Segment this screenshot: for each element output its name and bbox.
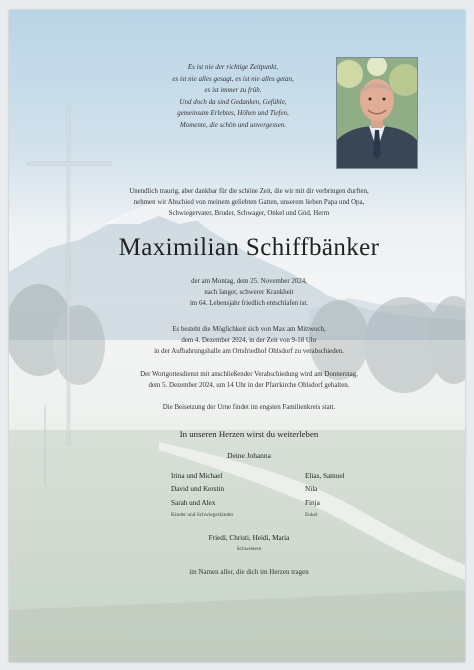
service-line: Der Wortgottesdienst mit anschließender Verabschiedung wird am Donnerstag, xyxy=(140,371,358,378)
closing-line: im Namen aller, die dich im Herzen tragen xyxy=(189,568,309,576)
signed-by: Deine Johanna xyxy=(227,451,271,460)
children-list xyxy=(171,470,233,521)
death-notice-line: nach langer, schwerer Krankheit xyxy=(204,289,294,297)
death-notice-line: der am Montag, dem 25. November 2024, xyxy=(191,278,307,285)
service-info xyxy=(49,369,449,391)
child-name: Sarah und Alex xyxy=(171,498,216,507)
siblings-block xyxy=(49,533,449,555)
farewell-info xyxy=(49,324,449,358)
portrait-photo xyxy=(336,57,418,169)
poem-line: Es ist nie der richtige Zeitpunkt, xyxy=(187,63,279,71)
service-line: dem 5. Dezember 2024, um 14 Uhr in der Pfarrkirche Ohlsdorf gehalten. xyxy=(148,382,350,390)
grandchildren-caption: Enkel xyxy=(305,512,318,519)
grandchild-name: Elias, Samuel xyxy=(305,472,345,480)
grandchild-name: Nila xyxy=(305,485,318,494)
children-caption: Kinder und Schwiegerkinder xyxy=(171,512,234,519)
grandchild-name: Finja xyxy=(305,498,320,507)
poem-line: es ist immer zu früh. xyxy=(204,86,262,95)
in-hearts-heading: In unseren Herzen wirst du weiterleben xyxy=(179,429,319,439)
obituary-card xyxy=(9,10,465,662)
intro-line: Unendlich traurig, aber dankbar für die schöne Zeit, die wir mit dir verbringen durften, xyxy=(129,188,369,195)
farewell-line: Es besteht die Möglichkeit sich von Max am Mittwoch, xyxy=(172,326,326,333)
poem-line: gemeinsam Erlebtes, Höhen und Tiefen, xyxy=(177,109,289,118)
poem-line: Momente, die schön und unvergessen. xyxy=(179,120,287,129)
farewell-line: dem 4. Dezember 2024, in der Zeit von 9-18 Uhr xyxy=(181,337,317,345)
siblings-caption: Schwestern xyxy=(236,546,262,552)
intro-line: Schwiegervater, Bruder, Schwager, Onkel und Göd, Herrn xyxy=(168,210,330,218)
farewell-line: in der Aufbahrungshalle am Ortsfriedhof Ohlsdorf zu verabschieden. xyxy=(154,348,344,356)
intro-text xyxy=(69,186,429,220)
siblings-names: Friedi, Christi, Heidi, Maria xyxy=(208,534,290,542)
death-notice-line: im 64. Lebensjahr friedlich entschlafen ist. xyxy=(189,300,309,308)
poem-line: es ist nie alles gesagt, es ist nie alles getan, xyxy=(172,74,294,83)
child-name: David und Kerstin xyxy=(171,485,225,494)
grandchildren-list xyxy=(305,470,345,521)
death-notice xyxy=(49,276,449,310)
child-name: Irina und Michael xyxy=(171,472,223,480)
burial-info xyxy=(49,402,449,413)
memorial-poem xyxy=(135,62,331,132)
intro-line: nehmen wir Abschied von meinem geliebten Gatten, unserem lieben Papa und Opa, xyxy=(133,199,365,207)
poem-line: Und doch da sind Gedanken, Gefühle, xyxy=(179,97,287,106)
burial-line: Die Beisetzung der Urne findet im engsten Familienkreis statt. xyxy=(162,404,336,411)
deceased-name: Maximilian Schiffbänker xyxy=(118,234,380,261)
